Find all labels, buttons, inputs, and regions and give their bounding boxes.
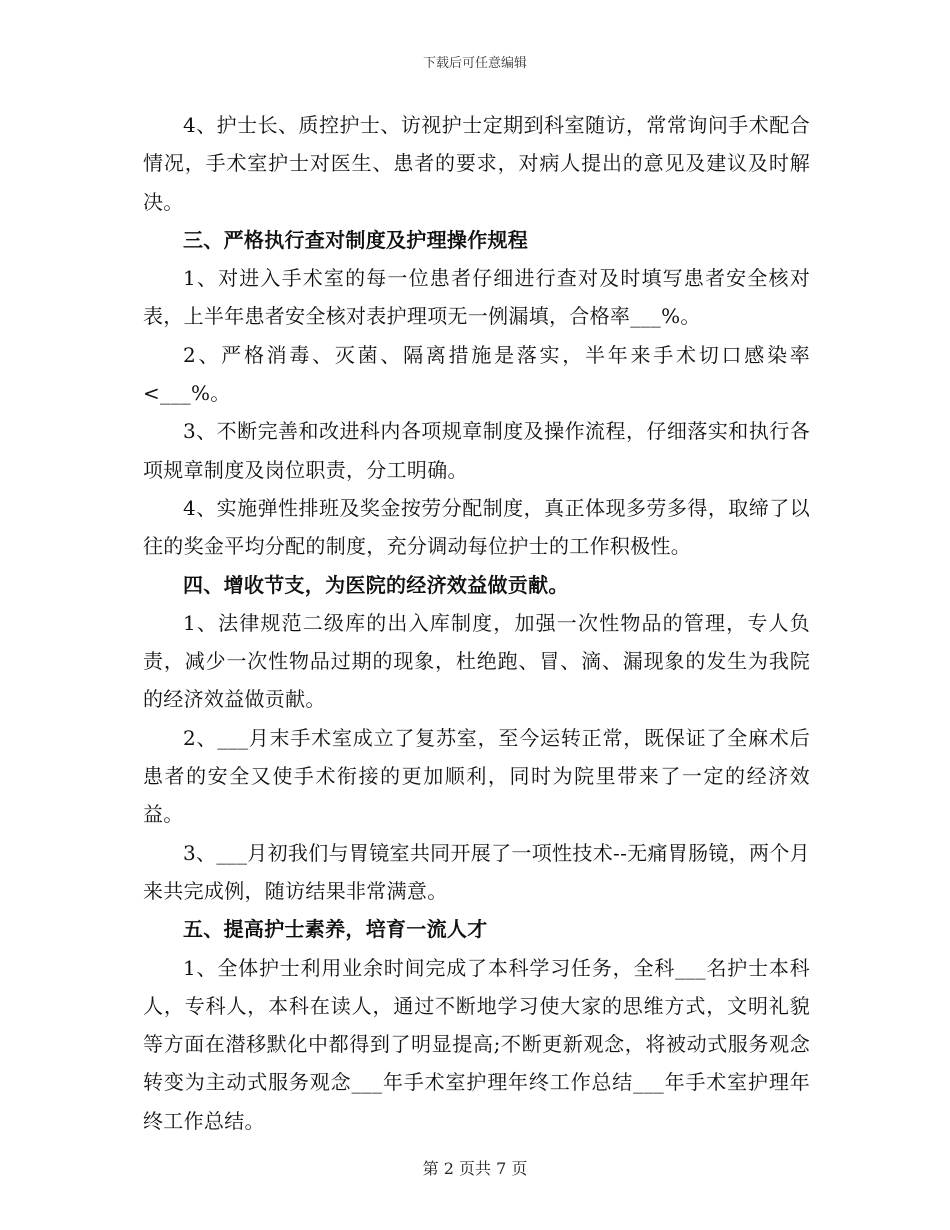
paragraph: 4、护士长、质控护士、访视护士定期到科室随访，常常询问手术配合情况，手术室护士对医生、患者的要求，对病人提出的意见及建议及时解决。 xyxy=(143,113,810,214)
paragraph: 4、实施弹性排班及奖金按劳分配制度，真正体现多劳多得，取缔了以往的奖金平均分配的制度，充分调动每位护士的工作积极性。 xyxy=(143,495,810,559)
paragraph: 3、不断完善和改进科内各项规章制度及操作流程，仔细落实和执行各项规章制度及岗位职责，分工明确。 xyxy=(143,419,810,482)
paragraph: 2、严格消毒、灭菌、隔离措施是落实，半年来手术切口感染率<___%。 xyxy=(143,342,810,406)
paragraph: 1、全体护士利用业余时间完成了本科学习任务，全科___名护士本科人，专科人，本科在读人，通过不断地学习使大家的思维方式，文明礼貌等方面在潜移默化中都得到了明显提高;不断更新观念，将被动式服务观念转变为主动式服务观念___年手术室护理年终工作总结___年手术室护理年终工作总结。 xyxy=(143,955,810,1133)
paragraph: 2、___月末手术室成立了复苏室，至今运转正常，既保证了全麻术后患者的安全又使手术衔接的更加顺利，同时为院里带来了一定的经济效益。 xyxy=(143,725,810,827)
paragraph: 3、___月初我们与胃镜室共同开展了一项性技术--无痛胃肠镜，两个月来共完成例，随访结果非常满意。 xyxy=(143,840,810,903)
paragraph: 1、法律规范二级库的出入库制度，加强一次性物品的管理，专人负责，减少一次性物品过期的现象，杜绝跑、冒、滴、漏现象的发生为我院的经济效益做贡献。 xyxy=(143,610,810,712)
paragraph: 1、对进入手术室的每一位患者仔细进行查对及时填写患者安全核对表，上半年患者安全核对表护理项无一例漏填，合格率___%。 xyxy=(143,266,810,329)
document-body xyxy=(143,106,810,1140)
section-heading: 三、严格执行查对制度及护理操作规程 xyxy=(183,227,529,252)
section-heading: 五、提高护士素养，培育一流人才 xyxy=(183,917,488,942)
section-heading: 四、增收节支，为医院的经济效益做贡献。 xyxy=(183,572,569,597)
page-number: 第 2 页共 7 页 xyxy=(422,1159,528,1178)
page-header: 下载后可任意编辑 xyxy=(422,56,527,71)
